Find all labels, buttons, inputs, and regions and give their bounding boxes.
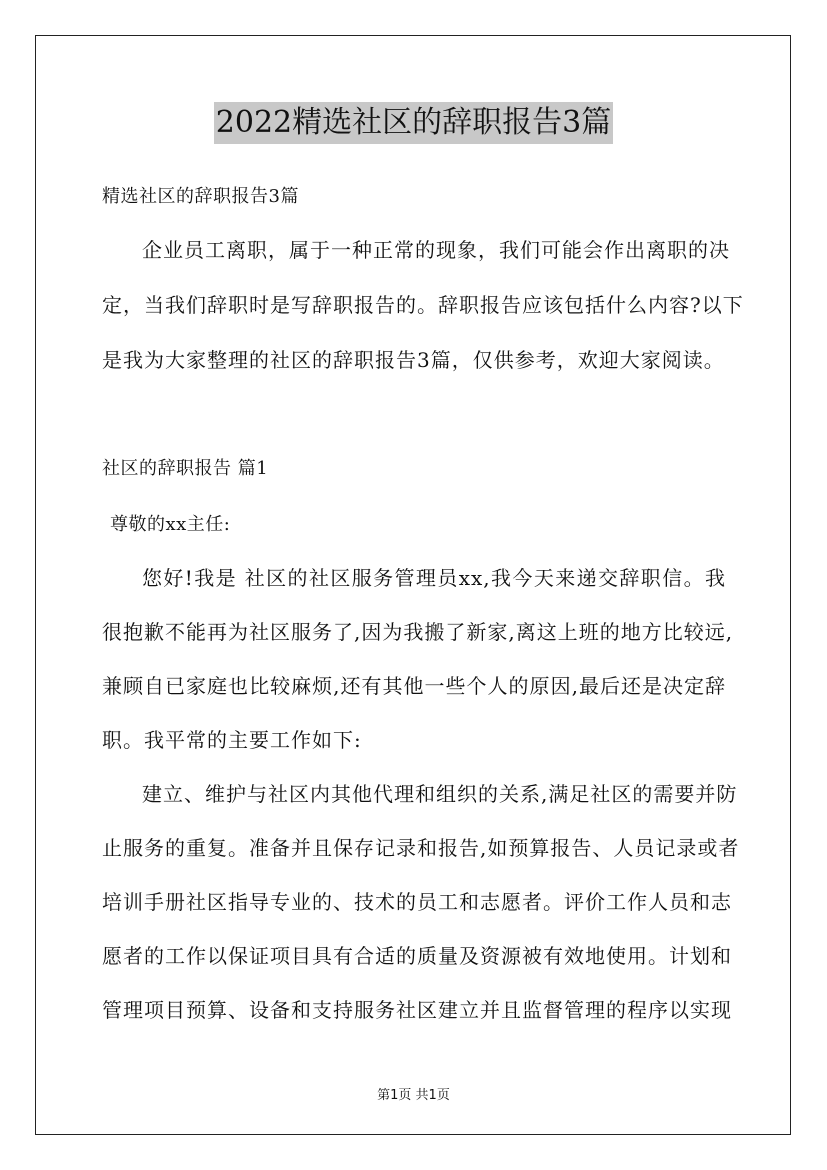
paragraph-line: 您好!我是 社区的社区服务管理员xx,我今天来递交辞职信。我 [142, 566, 726, 590]
page-footer: 第1页 共1页 [377, 1088, 450, 1103]
paragraph-line: 职。我平常的主要工作如下: [102, 728, 362, 752]
document-subtitle: 精选社区的辞职报告3篇 [102, 186, 299, 207]
intro-line: 定，当我们辞职时是写辞职报告的。辞职报告应该包括什么内容?以下 [102, 293, 744, 317]
paragraph-line: 止服务的重复。准备并且保存记录和报告,如预算报告、人员记录或者 [102, 836, 740, 860]
paragraph-line: 培训手册社区指导专业的、技术的员工和志愿者。评价工作人员和志 [102, 890, 732, 914]
intro-line: 是我为大家整理的社区的辞职报告3篇，仅供参考，欢迎大家阅读。 [102, 348, 725, 372]
paragraph-line: 很抱歉不能再为社区服务了,因为我搬了新家,离这上班的地方比较远, [102, 620, 734, 644]
paragraph-line: 愿者的工作以保证项目具有合适的质量及资源被有效地使用。计划和 [102, 944, 732, 968]
section-heading: 社区的辞职报告 篇1 [102, 458, 269, 479]
paragraph-line: 建立、维护与社区内其他代理和组织的关系,满足社区的需要并防 [142, 782, 738, 806]
paragraph-line: 管理项目预算、设备和支持服务社区建立并且监督管理的程序以实现 [102, 998, 732, 1022]
document-title: 2022精选社区的辞职报告3篇 [214, 102, 613, 144]
salutation: 尊敬的xx主任: [110, 514, 231, 535]
title-wrapper [0, 102, 827, 144]
paragraph-line: 兼顾自已家庭也比较麻烦,还有其他一些个人的原因,最后还是决定辞 [102, 674, 726, 698]
intro-line: 企业员工离职，属于一种正常的现象，我们可能会作出离职的决 [142, 238, 730, 262]
